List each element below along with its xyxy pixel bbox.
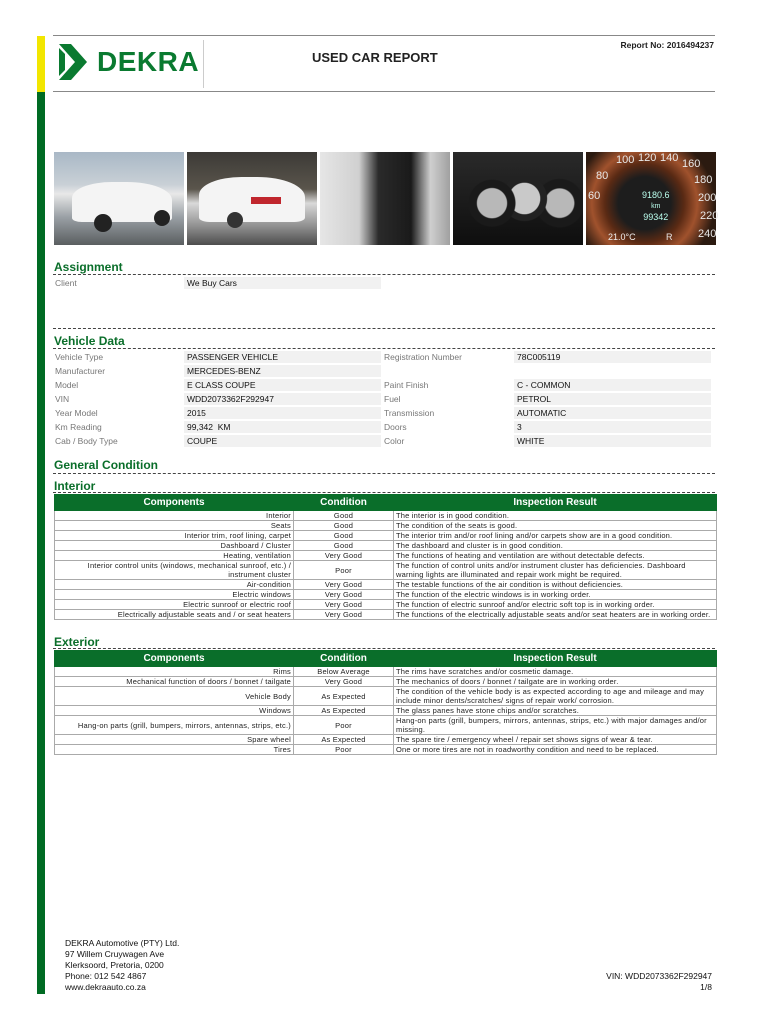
footer-address (65, 938, 179, 993)
gauge-number: 120 (638, 152, 657, 164)
table-row (55, 531, 717, 541)
logo-wordmark: DEKRA (97, 46, 200, 77)
component-cell: Interior trim, roof lining, carpet (55, 531, 294, 541)
header-top-rule (53, 35, 715, 36)
model-label: Model (55, 380, 79, 390)
odometer-reading: 99342 (643, 212, 669, 222)
report-number: Report No: 2016494237 (620, 40, 714, 50)
condition-cell: Very Good (294, 610, 394, 620)
header-components: Components (55, 651, 294, 667)
section-divider (53, 473, 715, 474)
table-row (55, 735, 717, 745)
transmission-value: AUTOMATIC (514, 407, 711, 419)
registration-label: Registration Number (384, 352, 462, 362)
report-title: USED CAR REPORT (312, 50, 438, 65)
interior-inspection-table (54, 494, 717, 620)
section-title-general-condition: General Condition (54, 458, 159, 472)
section-title-interior: Interior (54, 479, 96, 493)
condition-cell: Below Average (294, 667, 394, 677)
table-row (55, 667, 717, 677)
vin-label: VIN (55, 394, 70, 404)
result-cell: The condition of the seats is good. (394, 521, 717, 531)
result-cell: The functions of the electrically adjustable seats and/or seat heaters are in working order. (394, 610, 717, 620)
color-value: WHITE (514, 435, 711, 447)
gauge-number: 160 (682, 158, 701, 170)
result-cell: The rims have scratches and/or cosmetic damage. (394, 667, 717, 677)
component-cell: Electric sunroof or electric roof (55, 600, 294, 610)
photo-rear-exterior[interactable] (187, 152, 317, 245)
table-row (55, 551, 717, 561)
component-cell: Rims (55, 667, 294, 677)
table-row (55, 716, 717, 735)
header-components: Components (55, 495, 294, 511)
result-cell: The spare tire / emergency wheel / repair set shows signs of wear & tear. (394, 735, 717, 745)
section-divider (53, 274, 715, 275)
result-cell: The functions of heating and ventilation are without detectable defects. (394, 551, 717, 561)
section-divider (53, 492, 715, 493)
table-row (55, 706, 717, 716)
photo-strip (54, 152, 719, 245)
component-cell: Hang-on parts (grill, bumpers, mirrors, antennas, strips, etc.) (55, 716, 294, 735)
gauge-number: 200 (698, 192, 717, 204)
component-cell: Electrically adjustable seats and / or seat heaters (55, 610, 294, 620)
body-type-label: Cab / Body Type (55, 436, 118, 446)
table-row (55, 745, 717, 755)
photo-instrument-cluster[interactable] (453, 152, 583, 245)
condition-cell: Poor (294, 745, 394, 755)
registration-value: 78C005119 (514, 351, 711, 363)
photo-interior[interactable] (320, 152, 450, 245)
km-reading-label: Km Reading (55, 422, 102, 432)
doors-label: Doors (384, 422, 407, 432)
model-value: E CLASS COUPE (184, 379, 381, 391)
fuel-value: PETROL (514, 393, 711, 405)
component-cell: Electric windows (55, 590, 294, 600)
section-title-vehicle-data: Vehicle Data (54, 334, 125, 348)
header-condition: Condition (294, 495, 394, 511)
temperature-readout: 21.0°C (608, 232, 636, 242)
condition-cell: As Expected (294, 735, 394, 745)
fuel-label: Fuel (384, 394, 401, 404)
exterior-inspection-table (54, 650, 717, 755)
manufacturer-value: MERCEDES-BENZ (184, 365, 381, 377)
header-inspection-result: Inspection Result (394, 651, 717, 667)
component-cell: Interior control units (windows, mechanical sunroof, etc.) / instrument cluster (55, 561, 294, 580)
website-link[interactable]: www.dekraauto.co.za (65, 982, 146, 992)
dekra-logo-icon (57, 44, 93, 80)
header-inspection-result: Inspection Result (394, 495, 717, 511)
result-cell: The function of the electric windows is in working order. (394, 590, 717, 600)
condition-cell: Very Good (294, 677, 394, 687)
section-title-exterior: Exterior (54, 635, 100, 649)
section-divider (53, 648, 715, 649)
condition-cell: Poor (294, 561, 394, 580)
component-cell: Vehicle Body (55, 687, 294, 706)
color-label: Color (384, 436, 405, 446)
year-model-value: 2015 (184, 407, 381, 419)
table-header-row (55, 651, 717, 667)
condition-cell: Good (294, 521, 394, 531)
manufacturer-label: Manufacturer (55, 366, 106, 376)
table-row (55, 511, 717, 521)
condition-cell: As Expected (294, 687, 394, 706)
odometer-display (642, 190, 670, 223)
condition-cell: Good (294, 511, 394, 521)
condition-cell: As Expected (294, 706, 394, 716)
brand-bar-green (37, 92, 45, 994)
table-row (55, 610, 717, 620)
gear-indicator: R (666, 232, 673, 242)
result-cell: The dashboard and cluster is in good condition. (394, 541, 717, 551)
photo-odometer[interactable] (586, 152, 719, 245)
component-cell: Seats (55, 521, 294, 531)
odometer-unit: km (651, 203, 661, 210)
component-cell: Tires (55, 745, 294, 755)
gauge-number: 140 (660, 152, 679, 164)
paint-finish-label: Paint Finish (384, 380, 429, 390)
address-line-2: Klerksoord, Pretoria, 0200 (65, 960, 164, 970)
result-cell: The interior trim and/or roof lining and/or carpets show are in a good condition. (394, 531, 717, 541)
company-name: DEKRA Automotive (PTY) Ltd. (65, 938, 180, 948)
brand-bar-yellow (37, 36, 45, 92)
body-type-value: COUPE (184, 435, 381, 447)
result-cell: The glass panes have stone chips and/or scratches. (394, 706, 717, 716)
client-value: We Buy Cars (184, 277, 381, 289)
component-cell: Heating, ventilation (55, 551, 294, 561)
gauge-number: 80 (596, 170, 609, 182)
component-cell: Mechanical function of doors / bonnet / tailgate (55, 677, 294, 687)
section-divider (53, 328, 715, 329)
phone-number: Phone: 012 542 4867 (65, 971, 147, 981)
address-line-1: 97 Willem Cruywagen Ave (65, 949, 165, 959)
condition-cell: Very Good (294, 580, 394, 590)
section-title-assignment: Assignment (54, 260, 123, 274)
page-number: 1/8 (700, 982, 712, 992)
table-row (55, 677, 717, 687)
table-row (55, 590, 717, 600)
component-cell: Interior (55, 511, 294, 521)
result-cell: The mechanics of doors / bonnet / tailgate are in working order. (394, 677, 717, 687)
result-cell: The interior is in good condition. (394, 511, 717, 521)
vehicle-type-label: Vehicle Type (55, 352, 104, 362)
year-model-label: Year Model (55, 408, 98, 418)
header-bottom-rule (53, 91, 715, 92)
result-cell: The function of control units and/or instrument cluster has deficiencies. Dashboard warning lights are illuminated and repair work might be required. (394, 561, 717, 580)
footer-meta (606, 971, 712, 993)
client-label: Client (55, 278, 77, 288)
condition-cell: Very Good (294, 551, 394, 561)
result-cell: Hang-on parts (grill, bumpers, mirrors, antennas, strips, etc.) with major damages and/or missing. (394, 716, 717, 735)
vehicle-type-value: PASSENGER VEHICLE (184, 351, 381, 363)
condition-cell: Very Good (294, 590, 394, 600)
table-row (55, 561, 717, 580)
header-divider (203, 40, 204, 88)
component-cell: Dashboard / Cluster (55, 541, 294, 551)
paint-finish-value: C - COMMON (514, 379, 711, 391)
result-cell: One or more tires are not in roadworthy condition and need to be replaced. (394, 745, 717, 755)
gauge-number: 60 (588, 190, 601, 202)
transmission-label: Transmission (384, 408, 435, 418)
component-cell: Air-condition (55, 580, 294, 590)
table-row (55, 600, 717, 610)
condition-cell: Good (294, 531, 394, 541)
condition-cell: Good (294, 541, 394, 551)
footer-vin: VIN: WDD2073362F292947 (606, 971, 712, 981)
result-cell: The condition of the vehicle body is as expected according to age and mileage and may include minor dents/scratches/ signs of repair work/ corrosion. (394, 687, 717, 706)
gauge-number: 180 (694, 174, 713, 186)
km-reading-value: 99,342 KM (184, 421, 381, 433)
table-row (55, 687, 717, 706)
vin-value: WDD2073362F292947 (184, 393, 381, 405)
dekra-logo (57, 44, 207, 84)
component-cell: Windows (55, 706, 294, 716)
component-cell: Spare wheel (55, 735, 294, 745)
result-cell: The function of electric sunroof and/or electric soft top is in working order. (394, 600, 717, 610)
gauge-number: 100 (616, 154, 635, 166)
table-row (55, 521, 717, 531)
header-condition: Condition (294, 651, 394, 667)
result-cell: The testable functions of the air condition is without deficiencies. (394, 580, 717, 590)
gauge-number: 220 (700, 210, 719, 222)
doors-value: 3 (514, 421, 711, 433)
photo-front-exterior[interactable] (54, 152, 184, 245)
condition-cell: Poor (294, 716, 394, 735)
section-divider (53, 348, 715, 349)
gauge-number: 240 (698, 228, 717, 240)
condition-cell: Very Good (294, 600, 394, 610)
table-row (55, 580, 717, 590)
table-header-row (55, 495, 717, 511)
table-row (55, 541, 717, 551)
trip-reading: 9180.6 (642, 190, 670, 200)
